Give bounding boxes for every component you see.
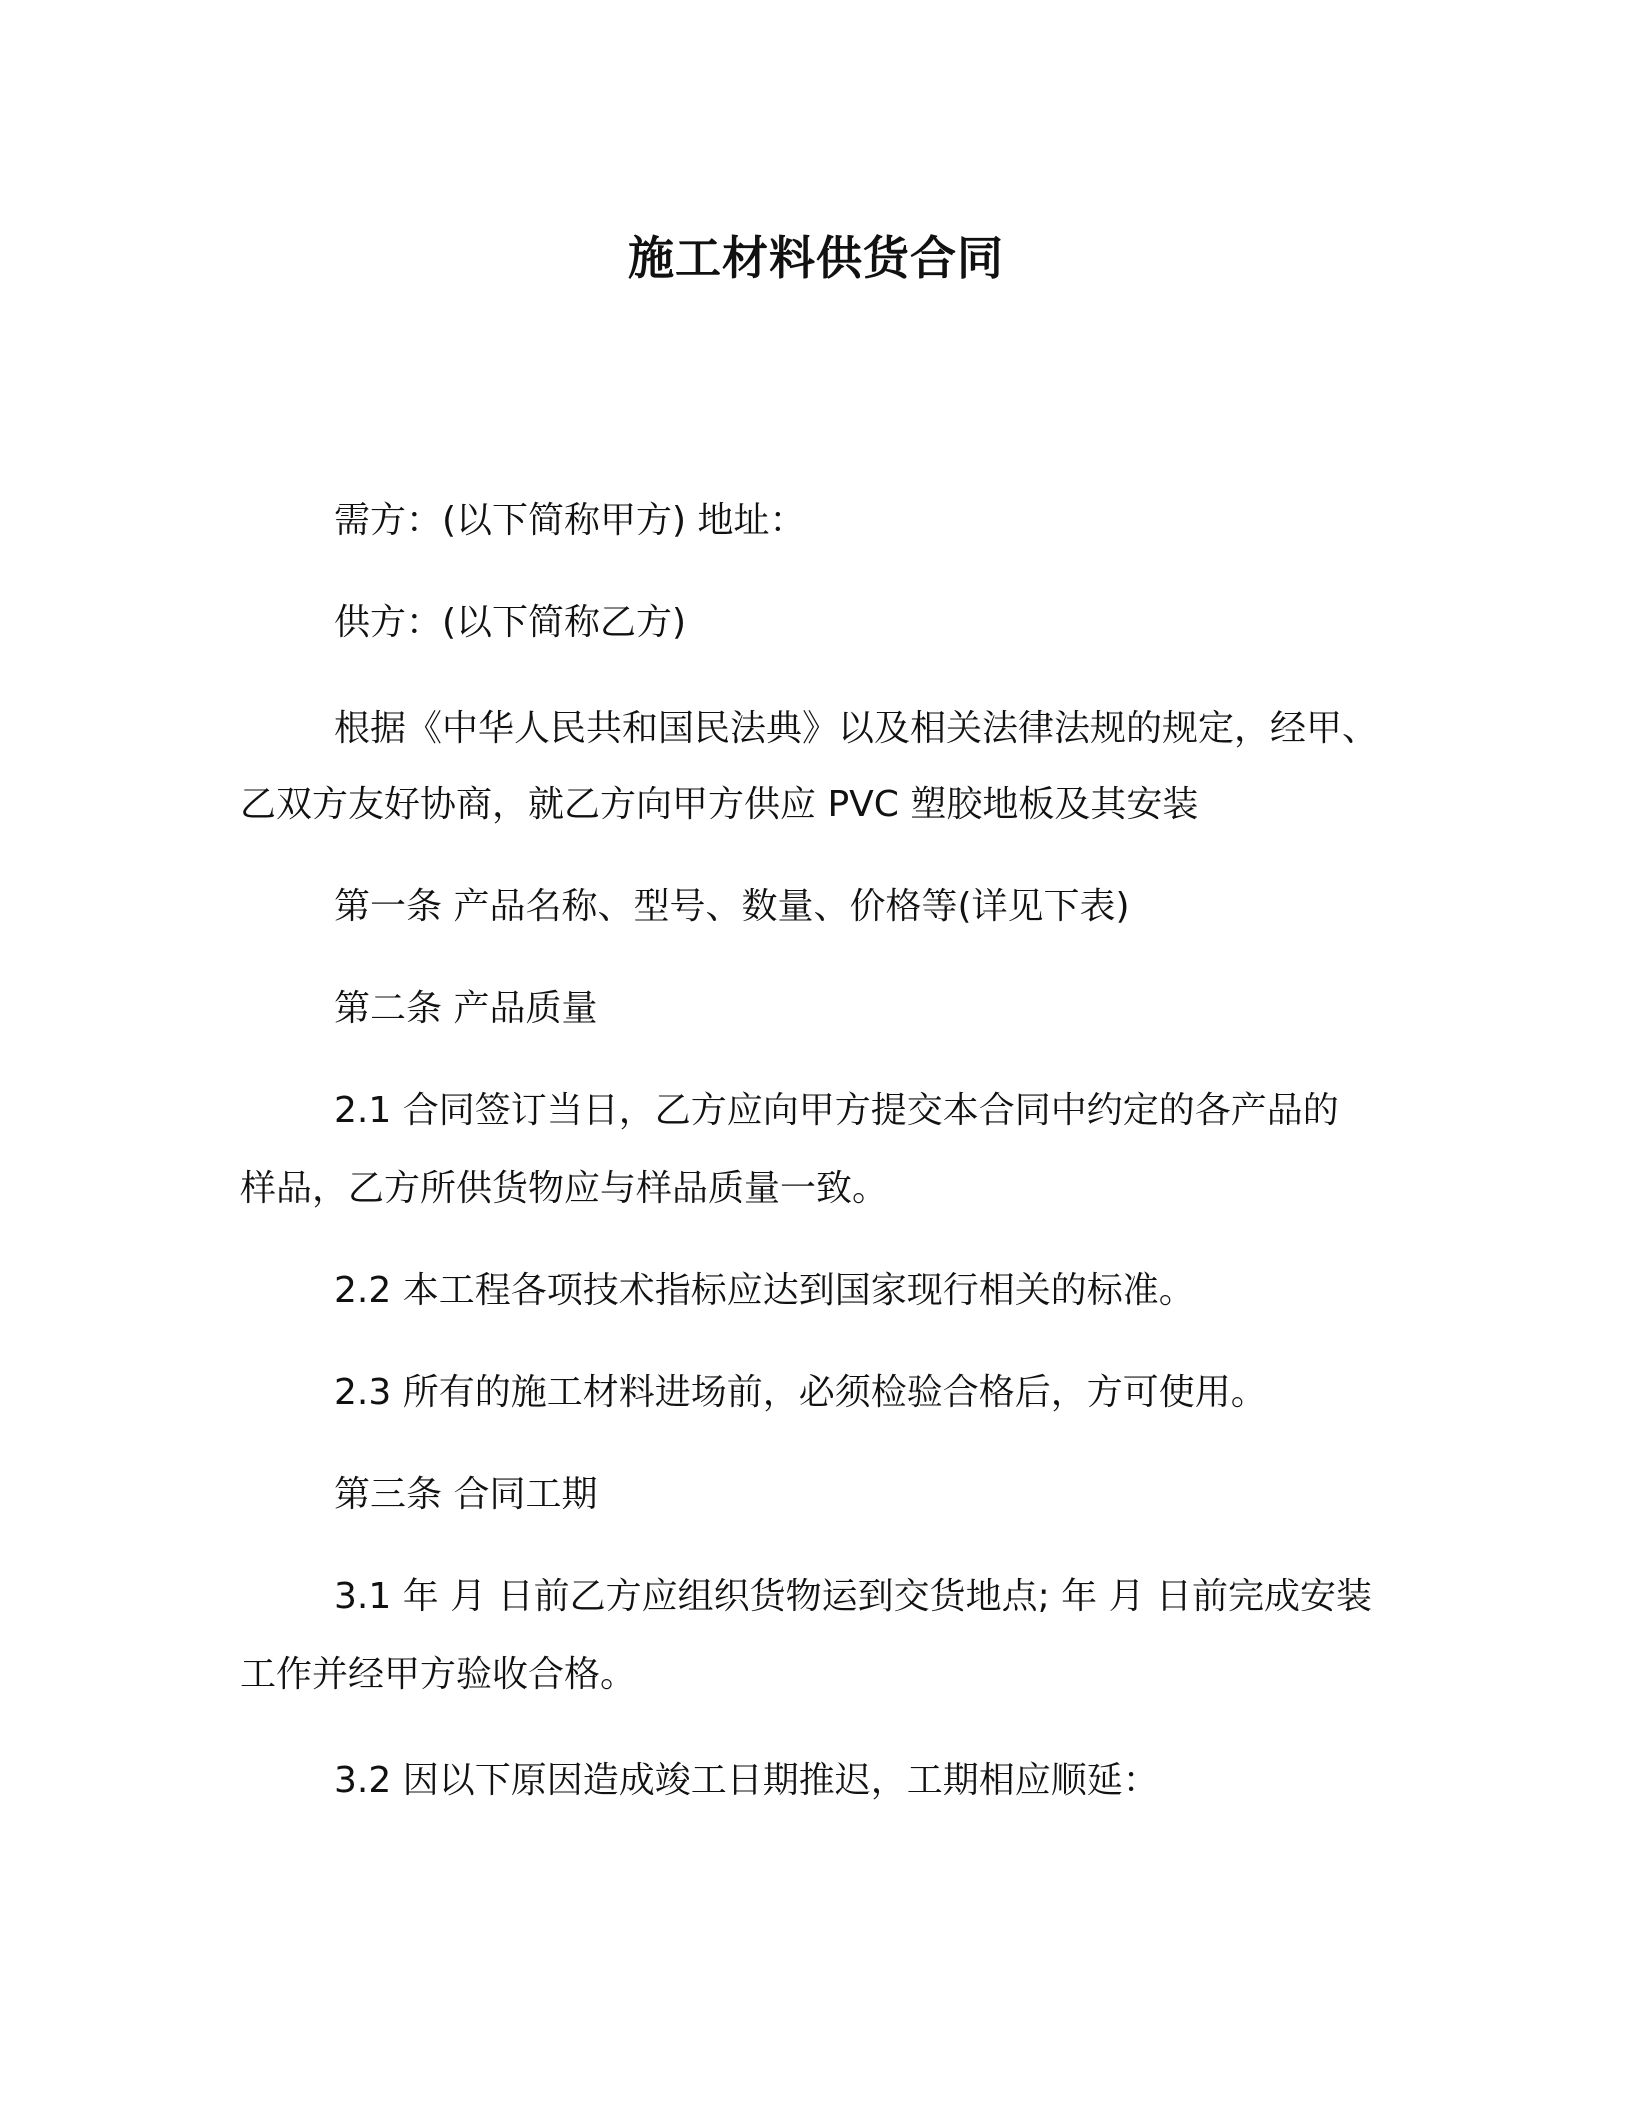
clause-3-1-line-2: 工作并经甲方验收合格。 bbox=[240, 1654, 637, 1695]
clause-2-2: 2.2 本工程各项技术指标应达到国家现行相关的标准。 bbox=[334, 1270, 1195, 1311]
preamble-line-2: 乙双方友好协商，就乙方向甲方供应 PVC 塑胶地板及其安装 bbox=[240, 784, 1199, 825]
clause-3-1-line-1: 3.1 年 月 日前乙方应组织货物运到交货地点; 年 月 日前完成安装 bbox=[334, 1576, 1373, 1617]
article-3-heading: 第三条 合同工期 bbox=[334, 1474, 598, 1515]
party-b-line: 供方：(以下简称乙方) bbox=[334, 602, 687, 643]
clause-3-2: 3.2 因以下原因造成竣工日期推迟，工期相应顺延： bbox=[334, 1760, 1159, 1801]
article-2-heading: 第二条 产品质量 bbox=[334, 988, 598, 1029]
article-1-heading: 第一条 产品名称、型号、数量、价格等(详见下表) bbox=[334, 886, 1130, 927]
party-a-line: 需方：(以下简称甲方) 地址： bbox=[334, 500, 806, 541]
clause-2-3: 2.3 所有的施工材料进场前，必须检验合格后，方可使用。 bbox=[334, 1372, 1267, 1413]
document-title: 施工材料供货合同 bbox=[628, 231, 1004, 285]
clause-2-1-line-2: 样品，乙方所供货物应与样品质量一致。 bbox=[240, 1168, 889, 1209]
clause-2-1-line-1: 2.1 合同签订当日，乙方应向甲方提交本合同中约定的各产品的 bbox=[334, 1090, 1339, 1131]
preamble-line-1: 根据《中华人民共和国民法典》以及相关法律法规的规定，经甲、 bbox=[334, 708, 1379, 749]
